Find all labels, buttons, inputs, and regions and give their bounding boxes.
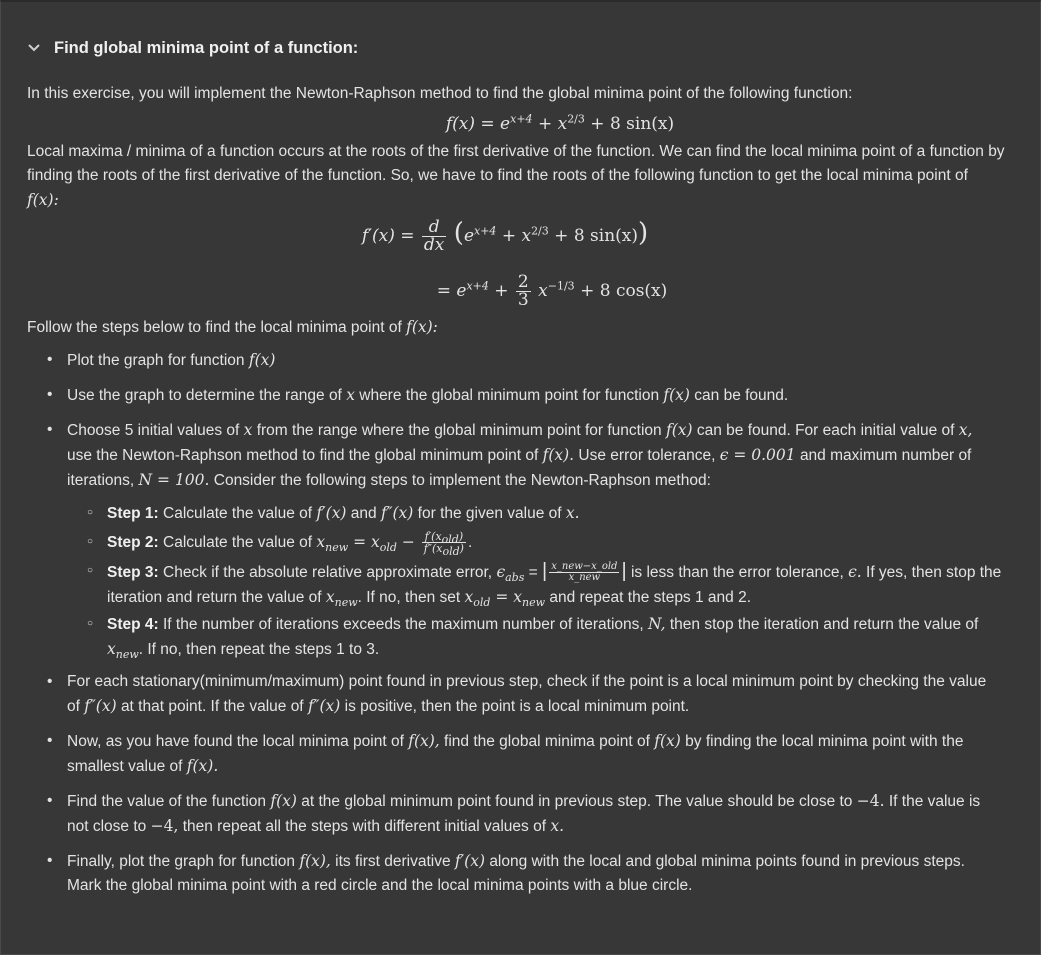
markdown-content [27, 82, 1033, 898]
follow-steps-text: Follow the steps below to find the local minima point of f(x): [27, 318, 438, 336]
derivative-explanation: Local maxima / minima of a function occurs at the roots of the first derivative of the function. We can find the local minima point of a function by finding the roots of the first derivative of the function. So, we have to find the roots of the following function to get the local minima point of f(x): [27, 143, 1005, 209]
list-item: ○ Step 4: If the number of iterations exceeds the maximum number of iterations, N, then stop the iteration and return the value of $x_{new}$. If no, then repeat the steps 1 to 3. [27, 612, 1033, 662]
steps-list-continued [27, 670, 1033, 898]
steps-list [27, 348, 1033, 493]
list-item: • Find the value of the function f(x) at the global minimum point found in previous step. The value should be close to −4. If the value is not close to −4, then repeat all the steps with different initial values of x. [27, 789, 1033, 839]
list-item: • Use the graph to determine the range of x where the global minimum point for function f(x) can be found. [27, 383, 1033, 408]
list-item: • Plot the graph for function f(x) [27, 348, 1033, 373]
chevron-down-icon[interactable] [24, 38, 44, 58]
list-item: ○ Step 1: Calculate the value of f′(x) and f″(x) for the given value of x. [27, 501, 1033, 526]
list-item: • Now, as you have found the local minima point of f(x), find the global minima point of f(x) by finding the local minima point with the smallest value of f(x). [27, 729, 1033, 779]
list-item: • Choose 5 initial values of x from the range where the global minimum point for function f(x) can be found. For each initial value of x, use the Newton-Raphson method to find the global minimum point of f(x). Use error tolerance, ϵ = 0.001 and maximum number of iterations, N = 100. Consider the following steps to implement the Newton-Raphson method: [27, 418, 1033, 493]
equation-f: $f(x) = e^{x+4} + x^{2/3} + 8$ sin(x) [445, 112, 675, 134]
list-item: • For each stationary(minimum/maximum) point found in previous step, check if the point is a local minimum point by checking the value of f″(x) at that point. If the value of f″(x) is positive, then the point is a local minimum point. [27, 670, 1033, 719]
list-item: ○ Step 2: Calculate the value of $x_{new} = x_{old}$ − $\frac{f'(x_{old})}{f''(x_{old})}$ . [27, 530, 1033, 555]
newton-steps-list [27, 501, 1033, 662]
list-item: • Finally, plot the graph for function f(x), its first derivative f′(x) along with the local and global minima points found in previous steps. Mark the global minima point with a red circle and the local minima points with a blue circle. [27, 849, 1033, 898]
list-item: ○ Step 3: Check if the absolute relative approximate error, $\epsilon_{abs}$ = | $\frac{\text{x\_new−x\_old}}{\text{x\_new}}$ | is less than the error tolerance, ϵ. If yes, then stop the iteration and return the value of $x_{new}$. If no, then set $x_{old} = x_{new}$ and repeat the steps 1 and 2. [27, 559, 1033, 610]
section-title: Find global minima point of a function: [54, 39, 359, 57]
equation-fprime-expanded: = $e^{x+4}$ + $\frac{2}{3}$ $x^{-1/3} + 8$ cos(x) [436, 272, 668, 310]
equation-fprime: f′(x) = $\frac{d}{dx}$ ($e^{x+4} + x^{2/3} + 8$ sin(x)) [361, 217, 649, 255]
intro-text: In this exercise, you will implement the Newton-Raphson method to find the global minima point of the following function: [27, 85, 853, 102]
section-header[interactable] [24, 36, 358, 60]
